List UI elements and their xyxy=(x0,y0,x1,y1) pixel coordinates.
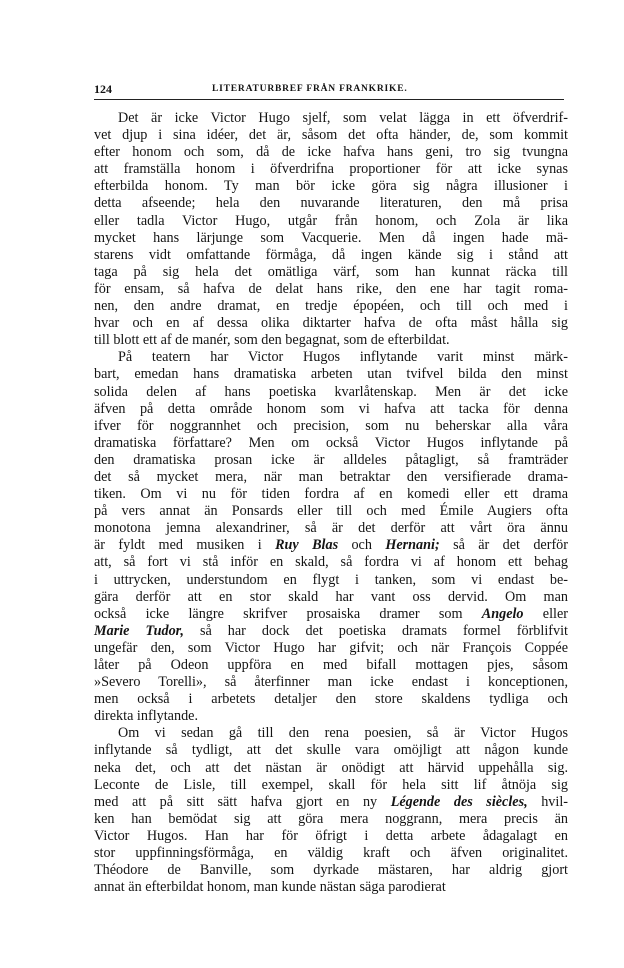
text-span: hvil- xyxy=(527,793,568,810)
text-line xyxy=(94,760,568,777)
text-line xyxy=(94,315,568,332)
text-span: nen, den andre dramat, en tredje épopéen, och till och med i xyxy=(94,298,568,315)
text-span: men också i arbetets detaljer den store skaldens tydliga och xyxy=(94,691,568,708)
text-span: tiken. Om vi nu för tiden fordra af en komedi eller ett drama xyxy=(94,486,568,503)
text-line xyxy=(94,110,568,127)
text-line xyxy=(94,572,568,589)
text-span: på vers annat än Ponsards eller till och med Émile Augiers ofta xyxy=(94,503,568,520)
text-line xyxy=(94,606,568,623)
text-span: »Severo Torelli», så återfinner man icke endast i konceptionen, xyxy=(94,674,568,691)
text-line xyxy=(94,281,568,298)
text-line xyxy=(94,879,568,896)
text-span: till blott ett af de manér, som den begagnat, som de efterbildat. xyxy=(94,332,450,349)
text-span: också icke längre skrifver prosaiska dramer som xyxy=(94,605,482,622)
running-title: LITERATURBREF FRÅN FRANKRIKE. xyxy=(212,84,408,94)
text-line xyxy=(94,862,568,879)
text-span: Om vi sedan gå till den rena poesien, så är Victor Hugos xyxy=(118,725,568,742)
text-span: gära derför att en stor skald har vant oss dervid. Om man xyxy=(94,588,568,605)
text-line xyxy=(94,708,568,725)
paragraph xyxy=(94,110,568,349)
text-line xyxy=(94,247,568,264)
text-line xyxy=(94,811,568,828)
text-span: i uttrycken, understundom en flygt i tanken, som vi endast be- xyxy=(94,571,568,588)
paragraph xyxy=(94,349,568,725)
text-span: inflytande så tydligt, att det skulle vara omöjligt att någon kunde xyxy=(94,742,568,759)
italic-title: Ruy Blas xyxy=(275,537,339,554)
text-span: och xyxy=(338,537,386,554)
text-line xyxy=(94,213,568,230)
text-line xyxy=(94,640,568,657)
text-span: ifver för noggrannhet och precision, som nu beherskar alla våra xyxy=(94,417,568,434)
text-line xyxy=(94,366,568,383)
text-line xyxy=(94,469,568,486)
text-line xyxy=(94,589,568,606)
text-line xyxy=(94,144,568,161)
text-span: vet djup i sina idéer, det är, såsom det ofta händer, de, som kommit xyxy=(94,127,568,144)
text-span: Det är icke Victor Hugo sjelf, som velat lägga in ett öfverdrif- xyxy=(118,110,568,126)
text-span: efterbilda honom. Ty man bör icke göra sig några illusioner i xyxy=(94,178,568,195)
text-line xyxy=(94,828,568,845)
text-line xyxy=(94,298,568,315)
text-span: stor uppfinningsförmåga, en väldig kraft och äfven originalitet. xyxy=(94,845,568,862)
text-line xyxy=(94,435,568,452)
text-span: eller tadla Victor Hugo, utgår från honom, och Zola är lika xyxy=(94,212,568,229)
text-span: eller xyxy=(523,605,568,622)
text-line xyxy=(94,332,568,349)
text-line xyxy=(94,777,568,794)
text-span: så har dock det poetiska dramats formel förblifvit xyxy=(183,622,568,639)
text-span: monotona jemna alexandriner, så är det derför att vårt öra ännu xyxy=(94,520,568,537)
text-line xyxy=(94,127,568,144)
text-span: är fyldt med musiken i xyxy=(94,537,276,554)
italic-title: Angelo xyxy=(481,605,524,622)
text-line xyxy=(94,418,568,435)
text-span: så är det derför xyxy=(439,537,568,554)
text-span: att, så fort vi stå inför en skald, så fordra vi af honom ett behag xyxy=(94,554,568,571)
text-span: detta afseende; hela den nuvarande literaturen, den må prisa xyxy=(94,195,568,212)
text-span: taga på sig hela det omätliga värf, som han kunnat räcka till xyxy=(94,263,568,280)
text-line xyxy=(94,384,568,401)
text-span: På teatern har Victor Hugos inflytande varit minst märk- xyxy=(118,349,568,366)
text-span: Leconte de Lisle, till exempel, skall för hela sitt lif åtnöja sig xyxy=(94,776,568,793)
text-span: solida delen af hans poetiska kvarlåtenskap. Men är det icke xyxy=(94,383,568,400)
text-line xyxy=(94,537,568,554)
text-span: ungefär den, som Victor Hugo har gifvit; och när François Coppée xyxy=(94,639,568,656)
text-line xyxy=(94,657,568,674)
page-number: 124 xyxy=(94,82,112,96)
text-span: det så mycket mera, när man betraktar den versifierade drama- xyxy=(94,468,568,485)
text-span: äfven på detta område honom som vi hafva att tacka för denna xyxy=(94,400,568,417)
text-line xyxy=(94,742,568,759)
text-span: Théodore de Banville, som dyrkade mästaren, har aldrig gjort xyxy=(94,862,568,879)
text-line xyxy=(94,503,568,520)
italic-title: Hernani; xyxy=(385,537,440,554)
text-line xyxy=(94,845,568,862)
text-line xyxy=(94,691,568,708)
text-span: mycket hans lärjunge som Vacquerie. Men då ingen hade mä- xyxy=(94,229,568,246)
text-span: att framställa honom i öfverdrifna proportioner för att icke synas xyxy=(94,161,568,178)
text-line xyxy=(94,452,568,469)
text-span: den dramatiska prosan icke är alldeles påtagligt, så framträder xyxy=(94,451,568,468)
text-line xyxy=(94,161,568,178)
text-line xyxy=(94,520,568,537)
text-span: med att på sitt sätt hafva gjort en ny xyxy=(94,793,391,810)
text-line xyxy=(94,401,568,418)
text-span: starens vidt omfattande förmåga, då ingen kände sig i stånd att xyxy=(94,246,568,263)
text-span: direkta inflytande. xyxy=(94,708,199,725)
text-span: för ensam, så hafva de delat hans rike, den ene har tagit roma- xyxy=(94,280,568,297)
text-span: ken han bemödat sig att göra mera noggrann, mera precis än xyxy=(94,810,568,827)
italic-title: Légende des siècles, xyxy=(390,793,528,810)
text-span: hvar och en af dessa olika diktarter hafva de ofta måst hålla sig xyxy=(94,315,568,332)
text-span: låter på Odeon uppföra en med bifall mottagen pjes, såsom xyxy=(94,657,568,673)
text-line xyxy=(94,794,568,811)
text-span: Victor Hugos. Han har för öfrigt i detta arbete ådagalagt en xyxy=(94,827,568,844)
text-line xyxy=(94,623,568,640)
header-rule xyxy=(94,99,564,100)
text-line xyxy=(94,486,568,503)
text-line xyxy=(94,195,568,212)
text-line xyxy=(94,349,568,366)
body-text xyxy=(94,110,568,896)
text-span: efter honom och som, då de icke hafva hans geni, tro sig tvungna xyxy=(94,144,568,161)
text-span: dramatiska författare? Men om också Victor Hugos inflytande på xyxy=(94,434,568,451)
text-span: annat än efterbildat honom, man kunde nästan säga parodierat xyxy=(94,879,446,896)
italic-title: Marie Tudor, xyxy=(94,622,184,639)
paragraph xyxy=(94,725,568,896)
text-line xyxy=(94,674,568,691)
text-line xyxy=(94,178,568,195)
text-span: neka det, och att det nästan är onödigt att härvid uppehålla sig. xyxy=(94,759,568,776)
text-line xyxy=(94,230,568,247)
text-line xyxy=(94,264,568,281)
page-header xyxy=(94,82,566,96)
text-span: bart, emedan hans dramatiska arbeten utan tvifvel bilda den minst xyxy=(94,366,568,383)
text-line xyxy=(94,554,568,571)
text-line xyxy=(94,725,568,742)
